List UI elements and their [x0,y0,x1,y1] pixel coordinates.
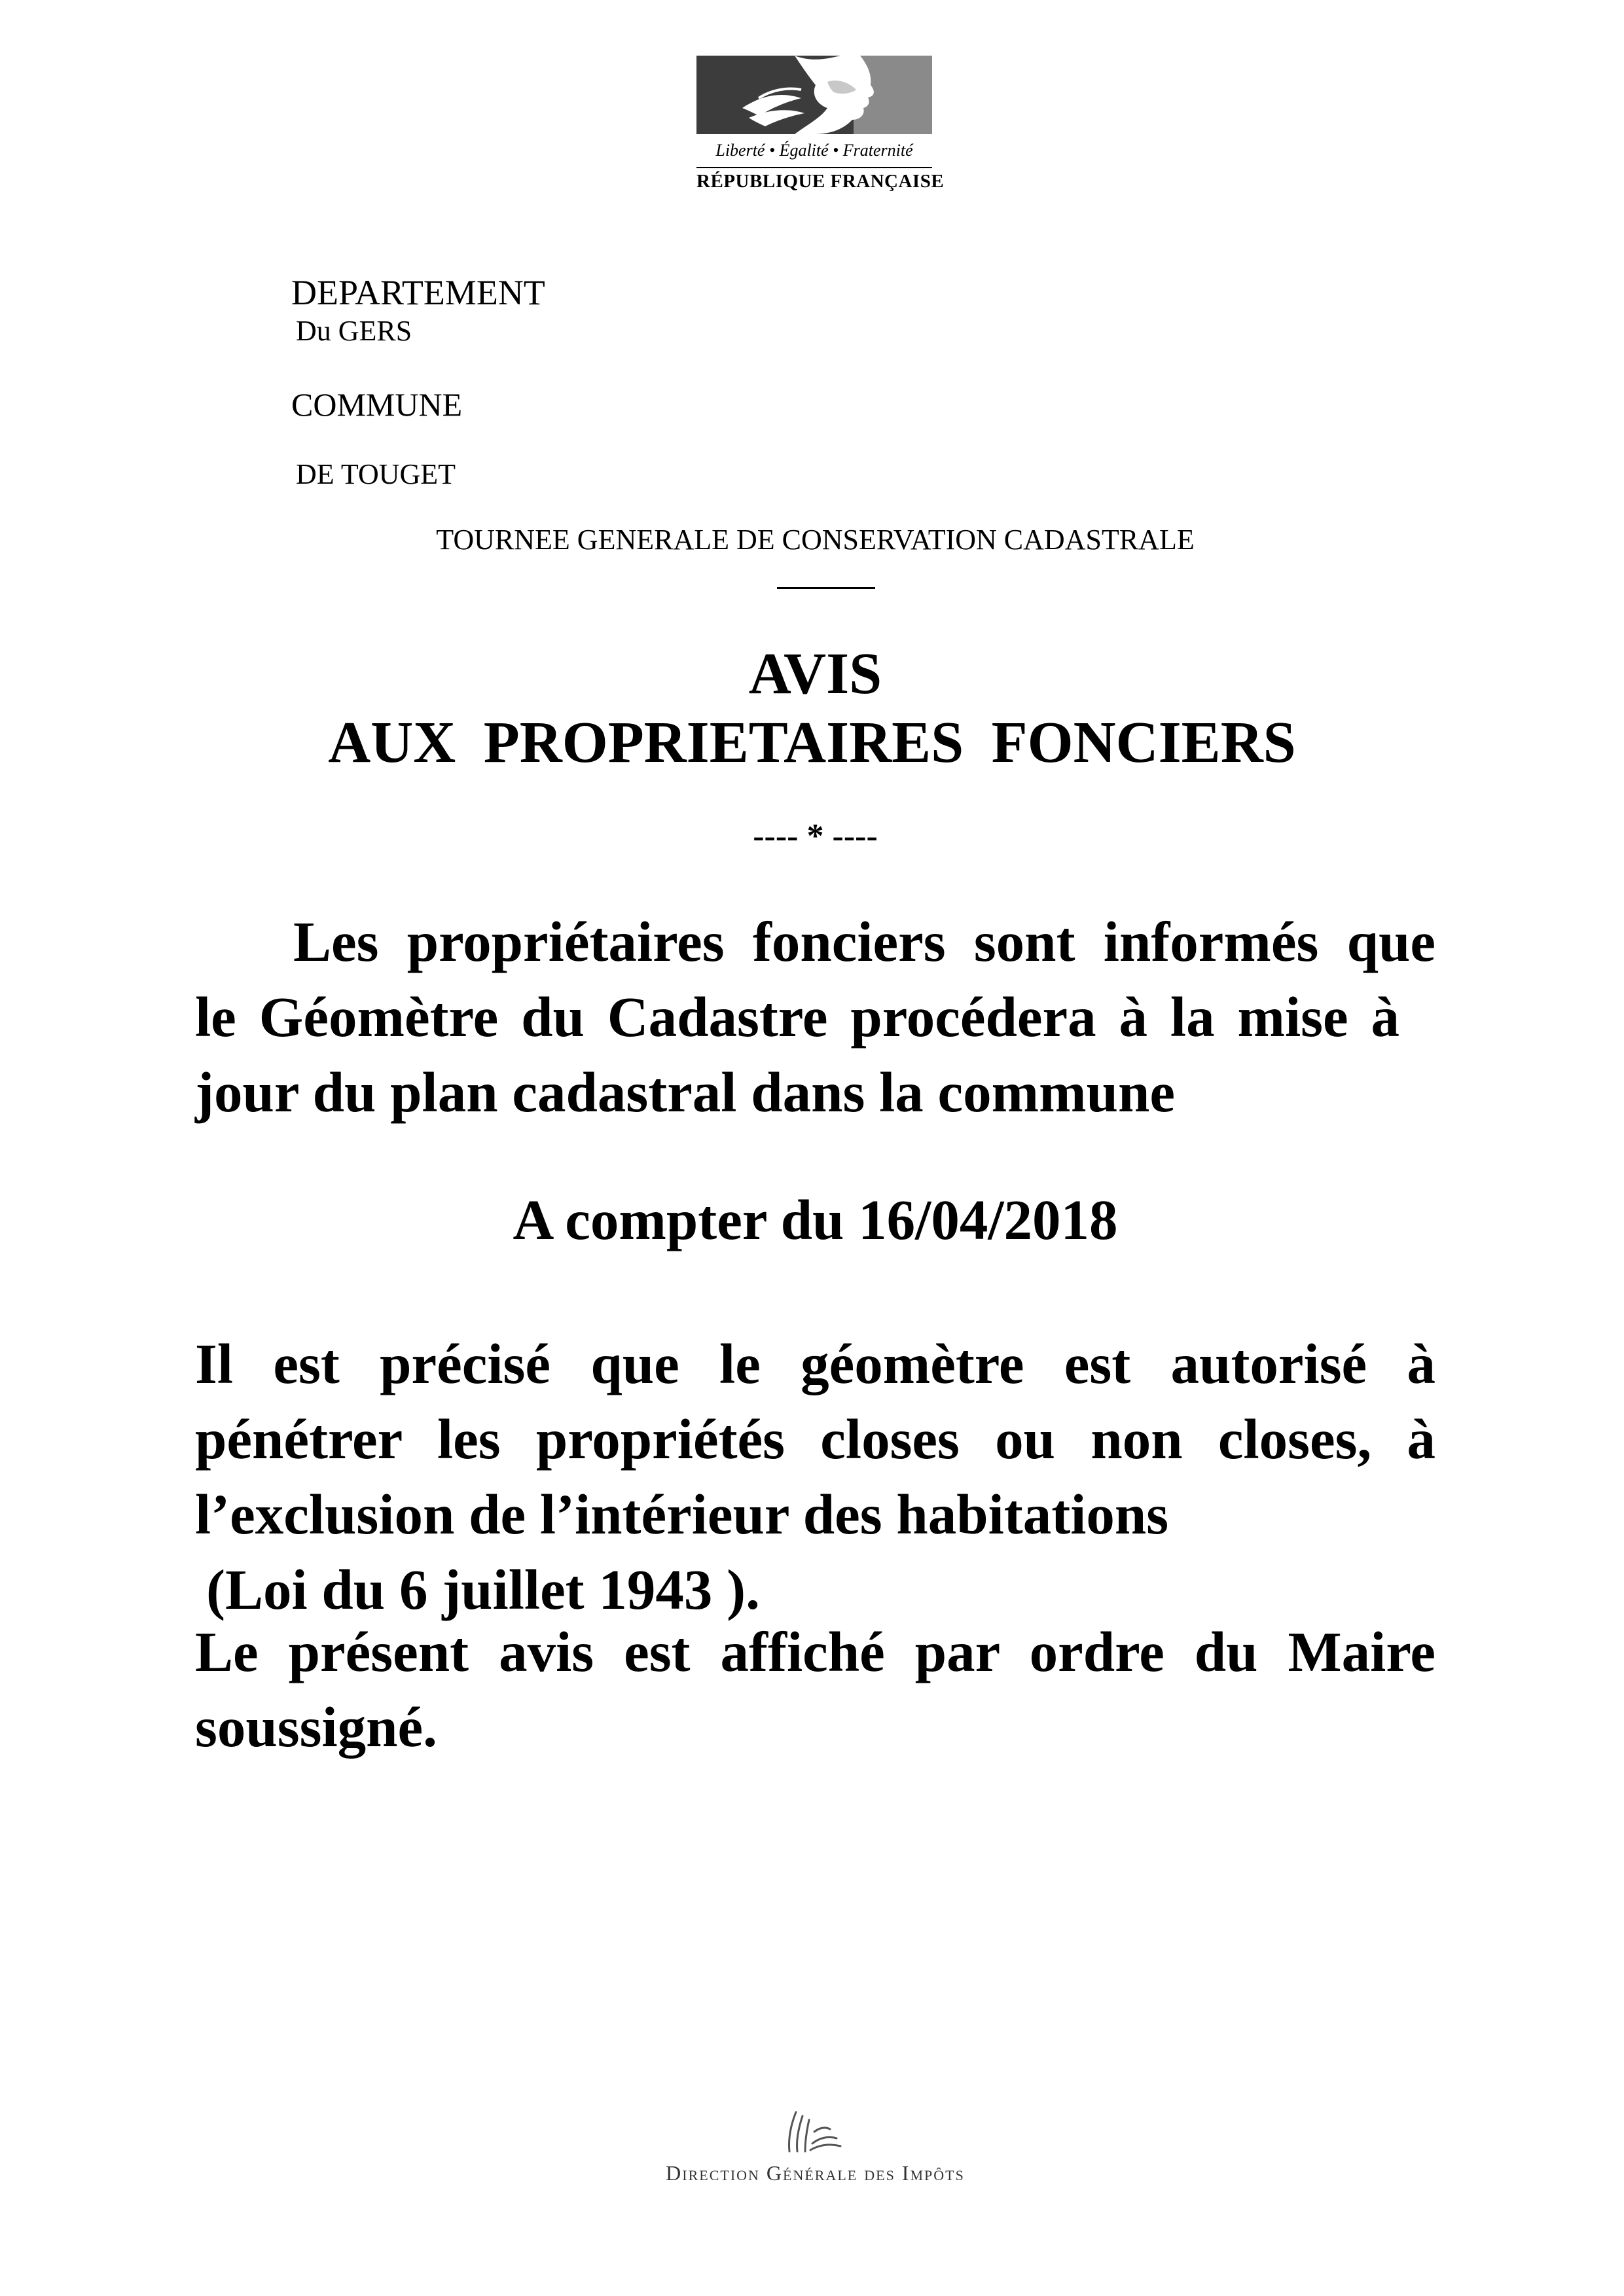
marianne-logo-icon [696,56,932,134]
heading-divider [777,587,875,589]
procedure-heading: TOURNEE GENERALE DE CONSERVATION CADASTRALE [436,524,1195,556]
paragraph2-line: Il est précisé que le géomètre est autorisé à [195,1332,1435,1395]
dgi-emblem-icon [776,2106,848,2158]
footer-organization: Direction Générale des Impôts [666,2161,965,2185]
department-label: DEPARTEMENT [291,273,545,312]
paragraph2-line: Le présent avis est affiché par ordre du Maire [195,1620,1435,1683]
paragraph2-line: pénétrer les propriétés closes ou non closes, à [195,1407,1435,1471]
paragraph2-line: (Loi du 6 juillet 1943 ). [206,1558,760,1621]
logo-motto: Liberté • Égalité • Fraternité [715,141,913,160]
logo-country: RÉPUBLIQUE FRANÇAISE [696,171,945,192]
notice-subtitle: AUX PROPRIETAIRES FONCIERS [328,710,1296,775]
notice-title: AVIS [748,641,882,706]
paragraph2-line: l’exclusion de l’intérieur des habitations [195,1482,1169,1546]
paragraph1-line: Les propriétaires fonciers sont informés que [293,910,1435,973]
start-date-line: A compter du 16/04/2018 [513,1188,1118,1251]
department-name: Du GERS [296,315,412,347]
paragraph1-line: jour du plan cadastral dans la commune [195,1060,1175,1124]
logo-divider [696,167,932,168]
commune-name: DE TOUGET [296,458,456,490]
paragraph1-line: le Géomètre du Cadastre procédera à la mise à [195,985,1399,1049]
title-separator: ---- * ---- [753,817,878,855]
republique-francaise-logo [696,56,945,196]
commune-label: COMMUNE [291,386,463,423]
paragraph2-line: soussigné. [195,1695,437,1759]
